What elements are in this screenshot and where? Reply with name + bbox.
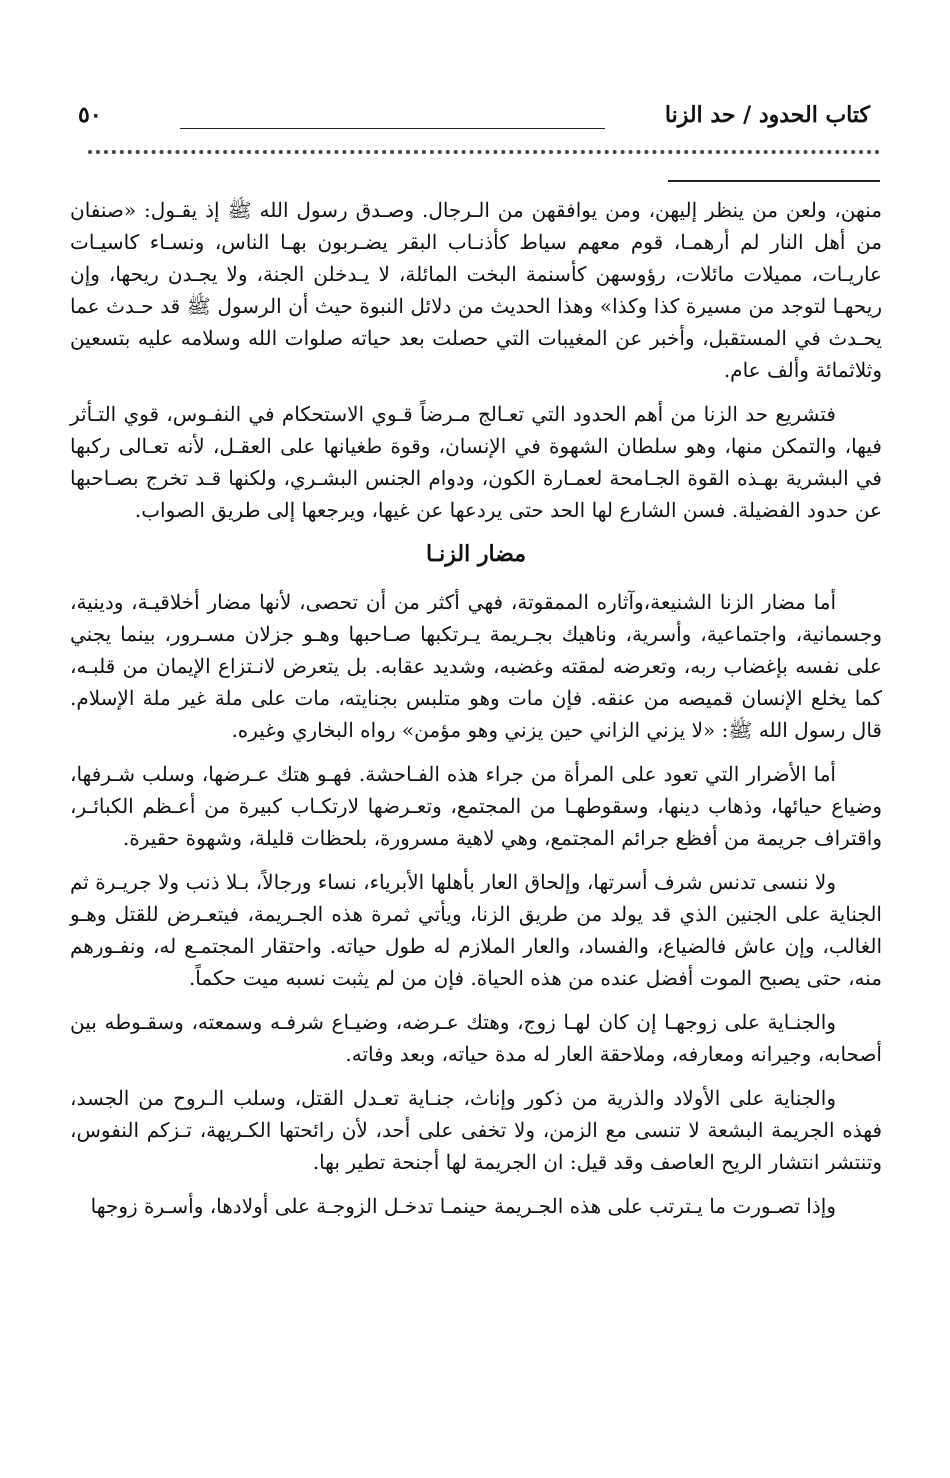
paragraph: منهن، ولعن من ينظر إليهن، ومن يوافقهن من الـرجال. وصـدق رسول الله ﷺ إذ يقـول: «صنفان من أهل النار لم أرهمـا، قوم معهم سياط كأذنـاب البقر يضـربون بهـا الناس، ونسـاء كاسيـات عاريـات، مميلات مائلات، رؤوسهن كأسنمة البخت المائلة، لا يـدخلن الجنة، ولا يجـدن ريحها، وإن ريحهـا لتوجد من مسيرة كذا وكذا» وهذا الحديث من دلائل النبوة حيث أن الرسول ﷺ قد حـدث عما يحـدث في المستقبل، وأخبر عن المغيبات التي حصلت بعد حياته صلوات الله وسلامه عليه بتسعين وثلاثمائة وألف عام. bbox=[70, 198, 882, 382]
section-heading: مضار الزنـا bbox=[425, 541, 527, 567]
paragraph: فتشريع حد الزنا من أهم الحدود التي تعـالج مـرضاً قـوي الاستحكام في النفـوس، قوي التـأثر فيها، والتمكن منها، وهو سلطان الشهوة في الإنسان، وقوة طغيانها على العقـل، لأنه تعـالى ركبها في البشرية بهـذه القوة الجـامحة لعمـارة الكون، ودوام الجنس البشـري، ولكنها قـد تخرج بصـاحبها عن حدود الفضيلة. فسن الشارع لها الحد حتى يردعها عن غيها، ويرجعها إلى طريق الصواب. bbox=[70, 402, 882, 522]
paragraph: والجناية على الأولاد والذرية من ذكور وإناث، جنـاية تعـدل القتل، وسلب الـروح من الجسد، فهذه الجريمة البشعة لا تنسى مع الزمن، ولا تخفى على أحد، لأن رائحتها الكـريهة، تـزكم النفوس، وتنتشر انتشار الريح العاصف وقد قيل: ان الجريمة لها أجنحة تطير بها. bbox=[70, 1086, 882, 1174]
body-text bbox=[70, 194, 882, 1234]
running-title: كتاب الحدود / حد الزنا bbox=[664, 102, 870, 128]
dotted-divider bbox=[88, 150, 880, 154]
short-rule bbox=[668, 180, 880, 182]
page-header bbox=[70, 102, 880, 136]
header-rule bbox=[180, 128, 605, 129]
paragraph: أما الأضرار التي تعود على المرأة من جراء هذه الفـاحشة. فهـو هتك عـرضها، وسلب شـرفها، وضياع حيائها، وذهاب دينها، وسقوطهـا من المجتمع، وتعـرضها لارتكـاب كبيرة من أعـظم الكبائـر، واقتراف جريمة من أفظع جرائم المجتمع، وهي لاهية مسرورة، بلحظات قليلة، وشهوة حقيرة. bbox=[70, 762, 882, 850]
paragraph: ولا ننسى تدنس شرف أسرتها، وإلحاق العار بأهلها الأبرياء، نساء ورجالاً، بـلا ذنب ولا جريـرة ثم الجناية على الجنين الذي قد يولد من طريق الزنا، ويأتي ثمرة هذه الجـريمة، فيتعـرض للقتل وهـو الغالب، وإن عاش فالضياع، والفساد، والعار الملازم له طول حياته. واحتقار المجتمـع له، ونفـورهم منه، حتى يصبح الموت أفضل عنده من هذه الحياة. فإن من لم يثبت نسبه ميت حكماً. bbox=[70, 870, 883, 990]
paragraph: والجنـاية على زوجهـا إن كان لهـا زوج، وهتك عـرضه، وضيـاع شرفـه وسمعته، وسقـوطه بين أصحابه، وجيرانه ومعارفه، وملاحقة العار له مدة حياته، وبعد وفاته. bbox=[70, 1010, 882, 1066]
paragraph: أما مضار الزنا الشنيعة،وآثاره الممقوتة، فهي أكثر من أن تحصى، لأنها مضار أخلاقيـة، ودينية، وجسمانية، واجتماعية، وأسرية، وناهيك بجـريمة يـرتكبها صـاحبها وهـو جزلان مسـرور، بينما يجني على نفسه بإغضاب ربه، وتعرضه لمقته وغضبه، وشديد عقابه. بل يتعرض لانـتزاع الإيمان من قلبـه، كما يخلع الإنسان قميصه من عنقه. فإن مات وهو متلبس بجنايته، مات على ملة غير ملة الإسلام. قال رسول الله ﷺ: «لا يزني الزاني حين يزني وهو مؤمن» رواه البخاري وغيره. bbox=[70, 590, 882, 742]
paragraph: وإذا تصـورت ما يـترتب على هذه الجـريمة حينمـا تدخـل الزوجـة على أولادها، وأسـرة زوجها bbox=[90, 1194, 836, 1218]
page-number: ٥٠ bbox=[78, 102, 102, 128]
